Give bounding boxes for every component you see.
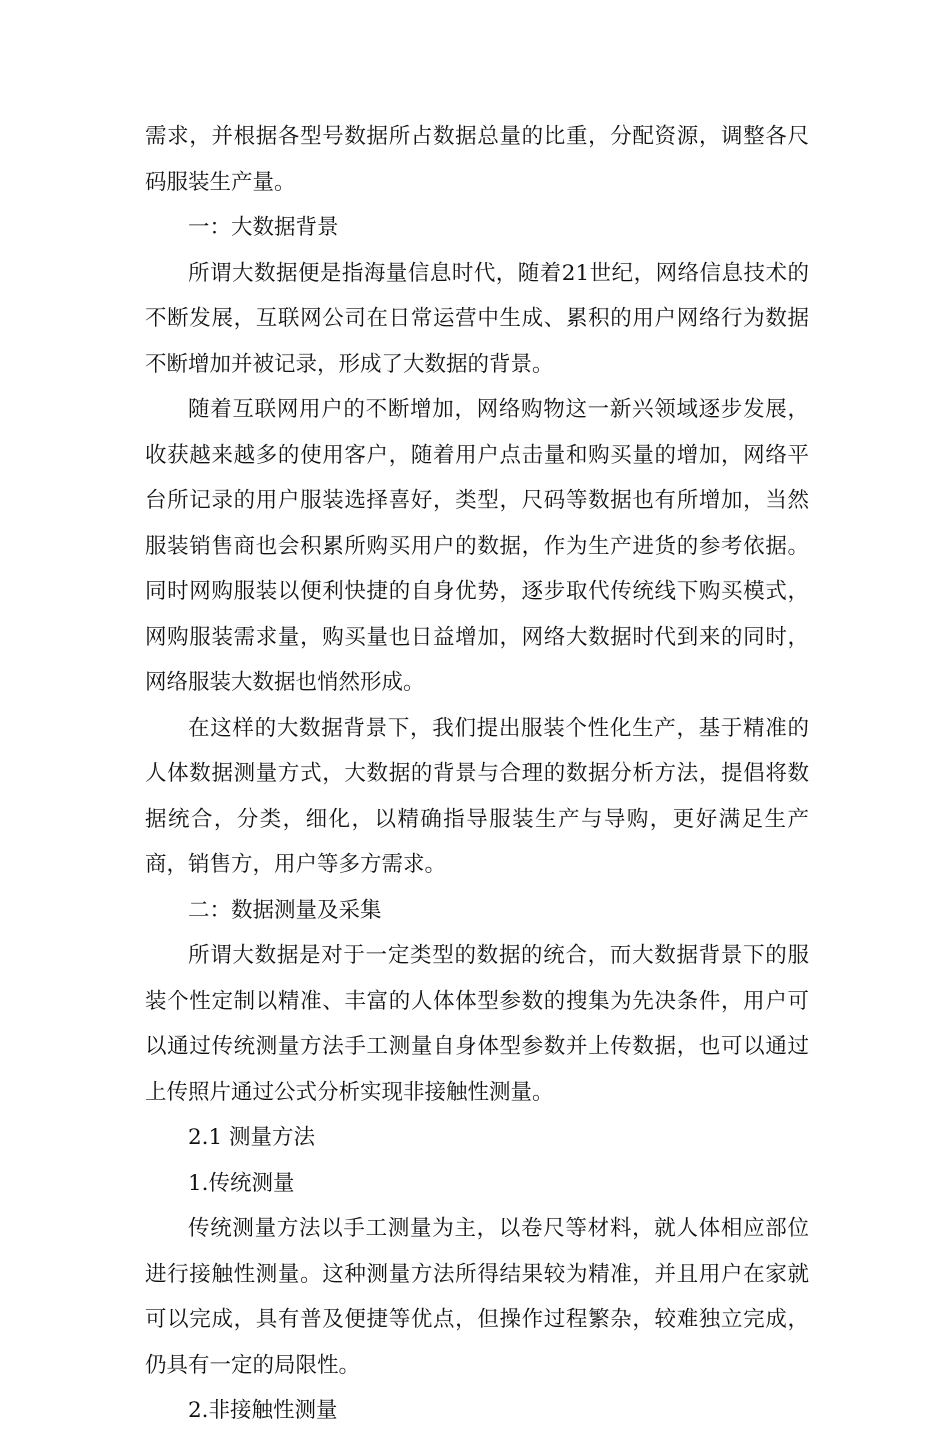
paragraph-personalized-production: 在这样的大数据背景下，我们提出服装个性化生产，基于精准的人体数据测量方式，大数据的背景与合理的数据分析方法，提倡将数据统合，分类，细化，以精确指导服装生产与导购，更好满足生产商，销售方，用户等多方需求。 bbox=[145, 715, 809, 877]
paragraph-big-data-definition: 所谓大数据便是指海量信息时代，随着21世纪，网络信息技术的不断发展，互联网公司在日常运营中生成、累积的用户网络行为数据不断增加并被记录，形成了大数据的背景。 bbox=[145, 260, 809, 377]
section-heading-big-data-background: 一：大数据背景 bbox=[188, 215, 339, 240]
section-heading-data-measurement: 二：数据测量及采集 bbox=[188, 897, 382, 923]
list-heading-non-contact-measurement: 2.非接触性测量 bbox=[188, 1398, 338, 1423]
document-body bbox=[145, 114, 809, 1434]
paragraph-continuation: 需求，并根据各型号数据所占数据总量的比重，分配资源，调整各尺码服装生产量。 bbox=[145, 124, 809, 195]
paragraph-online-shopping: 随着互联网用户的不断增加，网络购物这一新兴领域逐步发展，收获越来越多的使用客户，随着用户点击量和购买量的增加，网络平台所记录的用户服装选择喜好，类型，尺码等数据也有所增加，当然服装销售商也会积累所购买用户的数据，作为生产进货的参考依据。同时网购服装以便利快捷的自身优势，逐步取代传统线下购买模式，网购服装需求量，购买量也日益增加，网络大数据时代到来的同时，网络服装大数据也悄然形成。 bbox=[145, 397, 809, 695]
subsection-heading-measurement-methods: 2.1 测量方法 bbox=[188, 1125, 316, 1150]
list-heading-traditional-measurement: 1.传统测量 bbox=[188, 1170, 295, 1196]
paragraph-data-collection: 所谓大数据是对于一定类型的数据的统合，而大数据背景下的服装个性定制以精准、丰富的人体体型参数的搜集为先决条件，用户可以通过传统测量方法手工测量自身体型参数并上传数据，也可以通过上传照片通过公式分析实现非接触性测量。 bbox=[145, 943, 809, 1105]
paragraph-traditional-measurement: 传统测量方法以手工测量为主，以卷尺等材料，就人体相应部位进行接触性测量。这种测量方法所得结果较为精准，并且用户在家就可以完成，具有普及便捷等优点，但操作过程繁杂，较难独立完成，仍具有一定的局限性。 bbox=[145, 1216, 809, 1378]
